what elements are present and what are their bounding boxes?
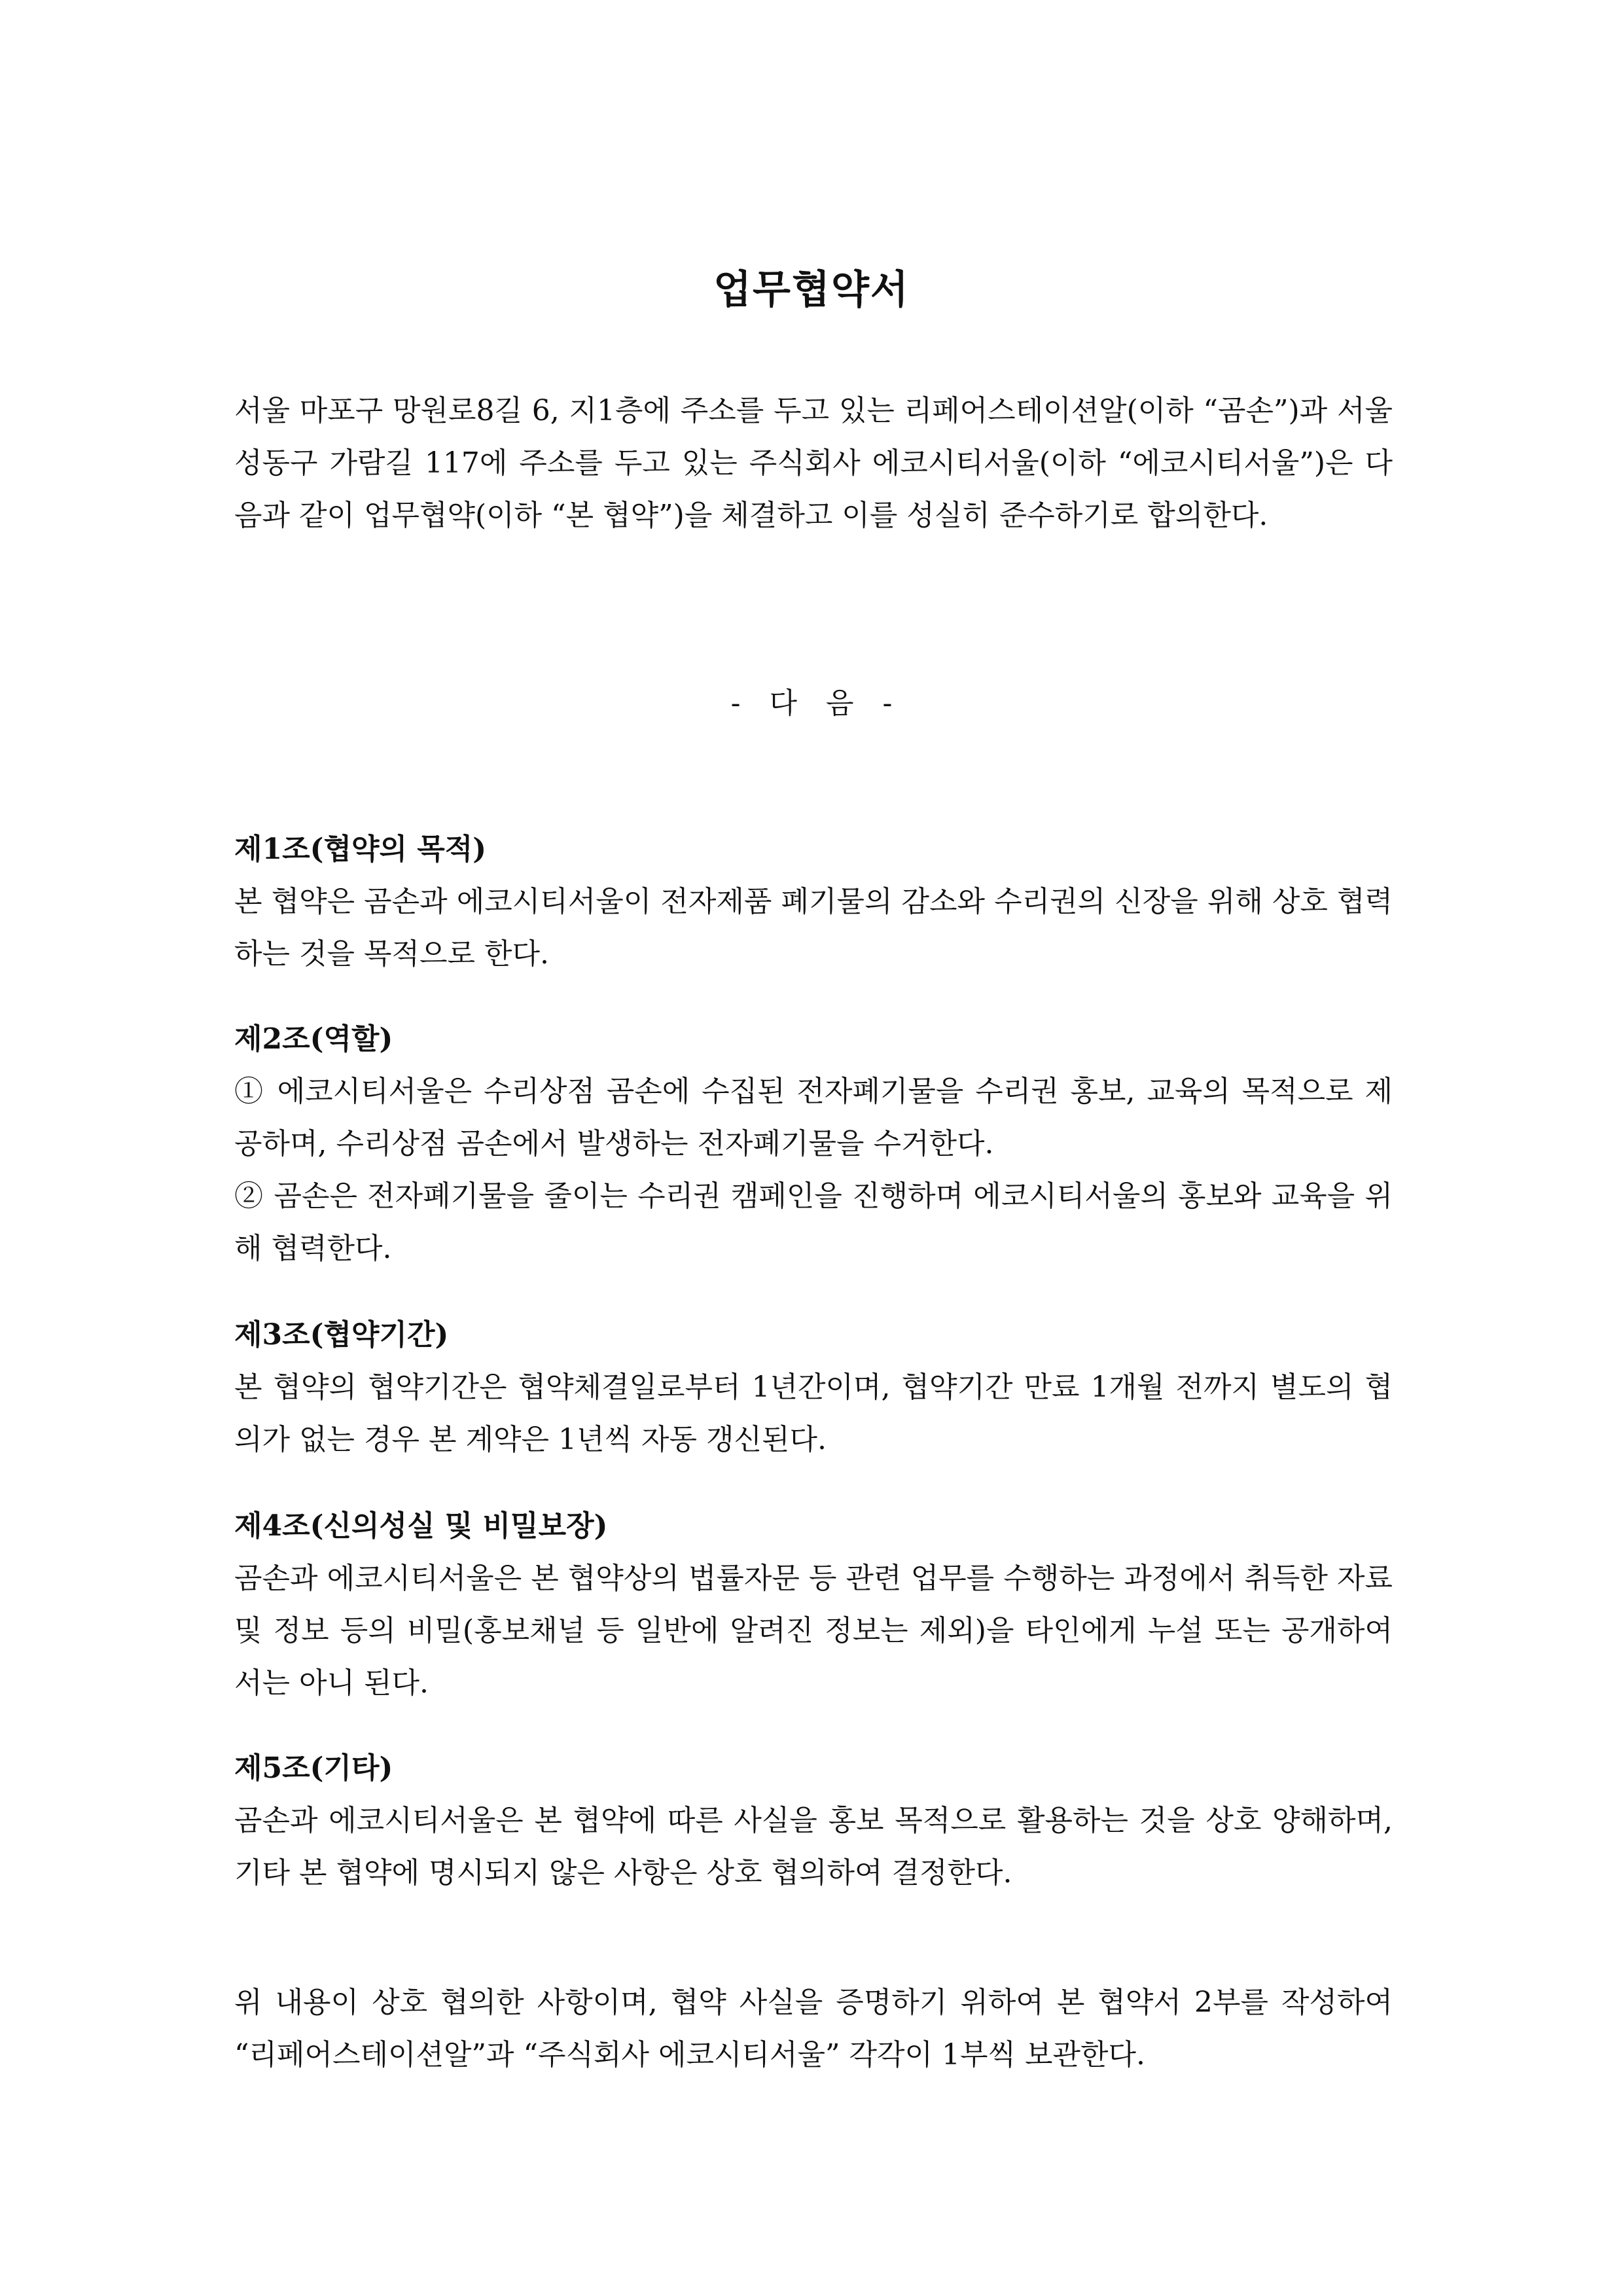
article-5 [234, 1742, 1393, 1899]
article-2 [234, 1013, 1393, 1275]
article-heading: 제4조(신의성실 및 비밀보장) [234, 1509, 608, 1543]
article-heading: 제3조(협약기간) [234, 1318, 449, 1352]
article-clause-1: ① 에코시티서울은 수리상점 곰손에 수집된 전자폐기물을 수리권 홍보, 교육의 목적으로 제공하며, 수리상점 곰손에서 발생하는 전자폐기물을 수거한다. [234, 1075, 1393, 1160]
article-text: 곰손과 에코시티서울은 본 협약상의 법률자문 등 관련 업무를 수행하는 과정에서 취득한 자료 및 정보 등의 비밀(홍보채널 등 일반에 알려진 정보는 제외)을 타인에게 누설 또는 공개하여서는 아니 된다. [234, 1562, 1393, 1700]
article-heading: 제5조(기타) [234, 1751, 393, 1785]
article-heading: 제2조(역할) [234, 1022, 393, 1056]
article-4 [234, 1500, 1393, 1710]
article-1 [234, 823, 1393, 980]
intro-paragraph: 서울 마포구 망원로8길 6, 지1층에 주소를 두고 있는 리페어스테이션알(이하 “곰손”)과 서울 성동구 가람길 117에 주소를 두고 있는 주식회사 에코시티서울(이하 “에코시티서울”)은 다음과 같이 업무협약(이하 “본 협약”)을 체결하고 이를 성실히 준수하기로 합의한다. [234, 394, 1393, 532]
section-separator: - 다 음 - [730, 687, 893, 720]
article-3 [234, 1309, 1393, 1466]
article-heading: 제1조(협약의 목적) [234, 833, 487, 866]
article-text: 본 협약은 곰손과 에코시티서울이 전자제품 폐기물의 감소와 수리권의 신장을 위해 상호 협력하는 것을 목적으로 한다. [234, 885, 1393, 971]
article-clause-2: ② 곰손은 전자폐기물을 줄이는 수리권 캠페인을 진행하며 에코시티서울의 홍보와 교육을 위해 협력한다. [234, 1179, 1393, 1265]
article-text: 본 협약의 협약기간은 협약체결일로부터 1년간이며, 협약기간 만료 1개월 전까지 별도의 협의가 없는 경우 본 계약은 1년씩 자동 갱신된다. [234, 1371, 1393, 1456]
document-title: 업무협약서 [713, 267, 910, 313]
article-text: 곰손과 에코시티서울은 본 협약에 따른 사실을 홍보 목적으로 활용하는 것을 상호 양해하며, 기타 본 협약에 명시되지 않은 사항은 상호 협의하여 결정한다. [234, 1804, 1393, 1890]
closing-paragraph: 위 내용이 상호 협의한 사항이며, 협약 사실을 증명하기 위하여 본 협약서 2부를 작성하여 “리페어스테이션알”과 “주식회사 에코시티서울” 각각이 1부씩 보관한다. [234, 1986, 1393, 2072]
